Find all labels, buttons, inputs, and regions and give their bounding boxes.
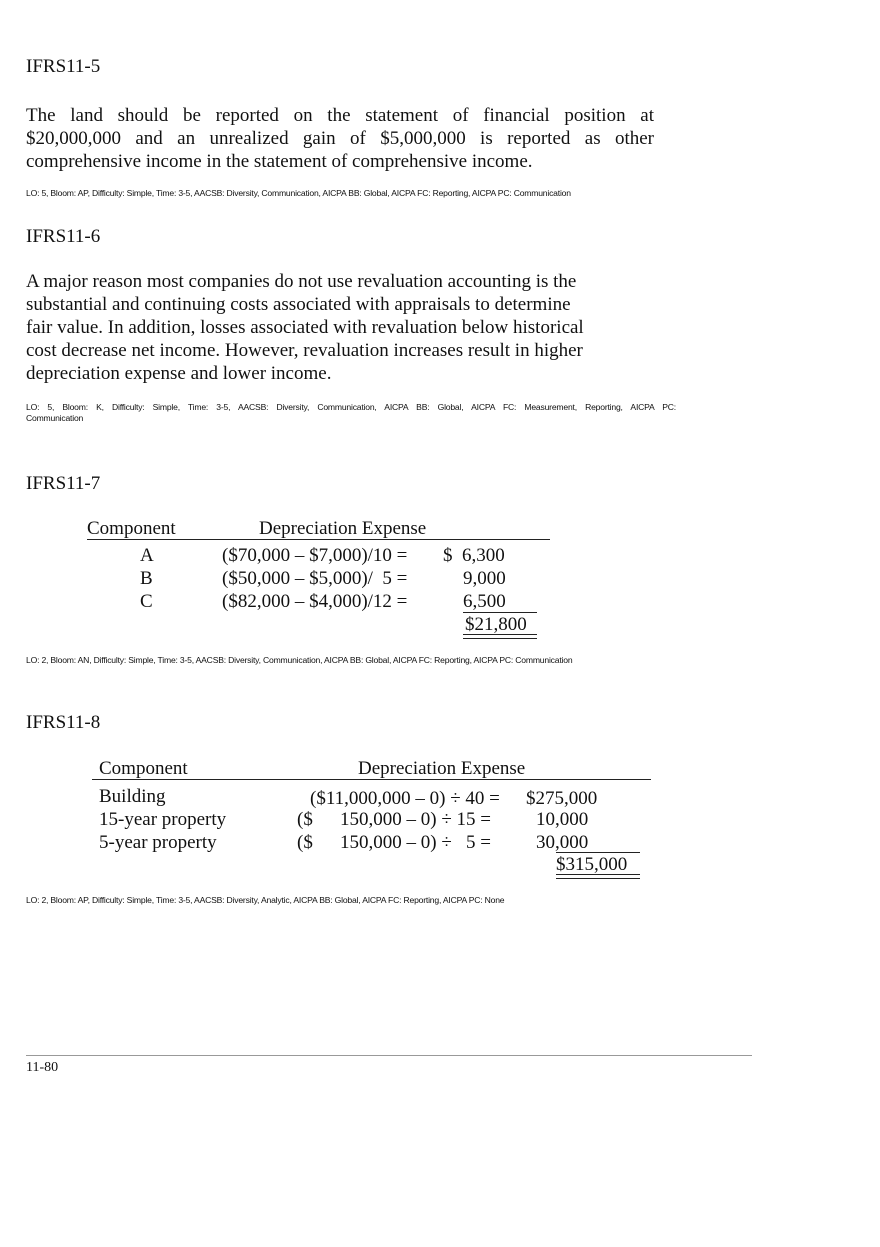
paragraph-line: depreciation expense and lower income. xyxy=(26,363,332,384)
paragraph-line: cost decrease net income. However, revaluation increases result in higher xyxy=(26,340,583,361)
lo-tags-ifrs11-8: LO: 2, Bloom: AP, Difficulty: Simple, Time: 3-5, AACSB: Diversity, Analytic, AICPA BB: Global, AICPA FC: Reporting, AICPA PC: None xyxy=(26,895,505,905)
header-underline xyxy=(92,779,651,780)
paragraph-line: $20,000,000 and an unrealized gain of $5,000,000 is reported as other xyxy=(26,128,654,149)
col-header-component: Component xyxy=(99,758,188,779)
table-cell-component: B xyxy=(140,568,153,589)
table-cell-component: A xyxy=(140,545,154,566)
ifrs11-5-answer xyxy=(26,104,654,173)
table-cell-component: C xyxy=(140,591,153,612)
table-cell-calc: 150,000 – 0) ÷ 15 = xyxy=(340,809,491,830)
section-title-ifrs11-7: IFRS11-7 xyxy=(26,473,101,494)
table-cell-calc: ($50,000 – $5,000)/ 5 = xyxy=(222,568,408,589)
table-cell-amount: 6,500 xyxy=(463,591,506,612)
table-cell-amount: $275,000 xyxy=(526,788,598,809)
subtotal-underline xyxy=(556,852,640,853)
col-header-expense: Depreciation Expense xyxy=(259,518,427,539)
table-cell-component: Building xyxy=(99,786,166,807)
table-cell-amount: 10,000 xyxy=(536,809,589,830)
table-cell-amount: 9,000 xyxy=(463,568,506,589)
paragraph-line: The land should be reported on the statement of financial position at xyxy=(26,105,654,126)
section-title-ifrs11-8: IFRS11-8 xyxy=(26,712,101,733)
paragraph-line: A major reason most companies do not use revaluation accounting is the xyxy=(26,271,577,292)
page-number: 11-80 xyxy=(26,1060,59,1075)
header-underline xyxy=(87,539,550,540)
table-cell-calc: ($11,000,000 – 0) ÷ 40 = xyxy=(310,788,500,809)
table-cell-calc: ($82,000 – $4,000)/12 = xyxy=(222,591,408,612)
lo-tags-ifrs11-7: LO: 2, Bloom: AN, Difficulty: Simple, Time: 3-5, AACSB: Diversity, Communication, AICPA BB: Global, AICPA FC: Reporting, AICPA PC: Communication xyxy=(26,655,573,665)
table-cell-calc-prefix: ($ xyxy=(297,809,313,830)
paragraph-line: comprehensive income in the statement of comprehensive income. xyxy=(26,151,533,172)
paragraph-line: fair value. In addition, losses associated with revaluation below historical xyxy=(26,317,584,338)
total-double-underline xyxy=(556,874,640,879)
ifrs11-6-answer xyxy=(26,270,641,385)
table-cell-calc: ($70,000 – $7,000)/10 = xyxy=(222,545,408,566)
table-cell-amount: $ 6,300 xyxy=(443,545,505,566)
lo-tags-ifrs11-5: LO: 5, Bloom: AP, Difficulty: Simple, Time: 3-5, AACSB: Diversity, Communication, AICPA BB: Global, AICPA FC: Reporting, AICPA PC: Communication xyxy=(26,188,571,198)
table-cell-component: 15-year property xyxy=(99,809,227,830)
lo-line: LO: 5, Bloom: K, Difficulty: Simple, Time: 3-5, AACSB: Diversity, Communication, AICPA BB: Global, AICPA FC: Measurement, Reporting, AICPA PC: xyxy=(26,402,676,412)
table-cell-calc: 150,000 – 0) ÷ 5 = xyxy=(340,832,491,853)
subtotal-underline xyxy=(463,612,537,613)
section-title-ifrs11-6: IFRS11-6 xyxy=(26,226,101,247)
paragraph-line: substantial and continuing costs associated with appraisals to determine xyxy=(26,294,571,315)
table-cell-calc-prefix: ($ xyxy=(297,832,313,853)
footer-divider xyxy=(26,1055,752,1056)
lo-tags-ifrs11-6 xyxy=(26,402,676,424)
table-cell-amount: 30,000 xyxy=(536,832,589,853)
table-total: $315,000 xyxy=(556,854,628,875)
col-header-expense: Depreciation Expense xyxy=(358,758,526,779)
total-double-underline xyxy=(463,634,537,639)
section-title-ifrs11-5: IFRS11-5 xyxy=(26,56,101,77)
col-header-component: Component xyxy=(87,518,176,539)
table-total: $21,800 xyxy=(465,614,527,635)
table-cell-component: 5-year property xyxy=(99,832,217,853)
lo-line: Communication xyxy=(26,413,84,423)
